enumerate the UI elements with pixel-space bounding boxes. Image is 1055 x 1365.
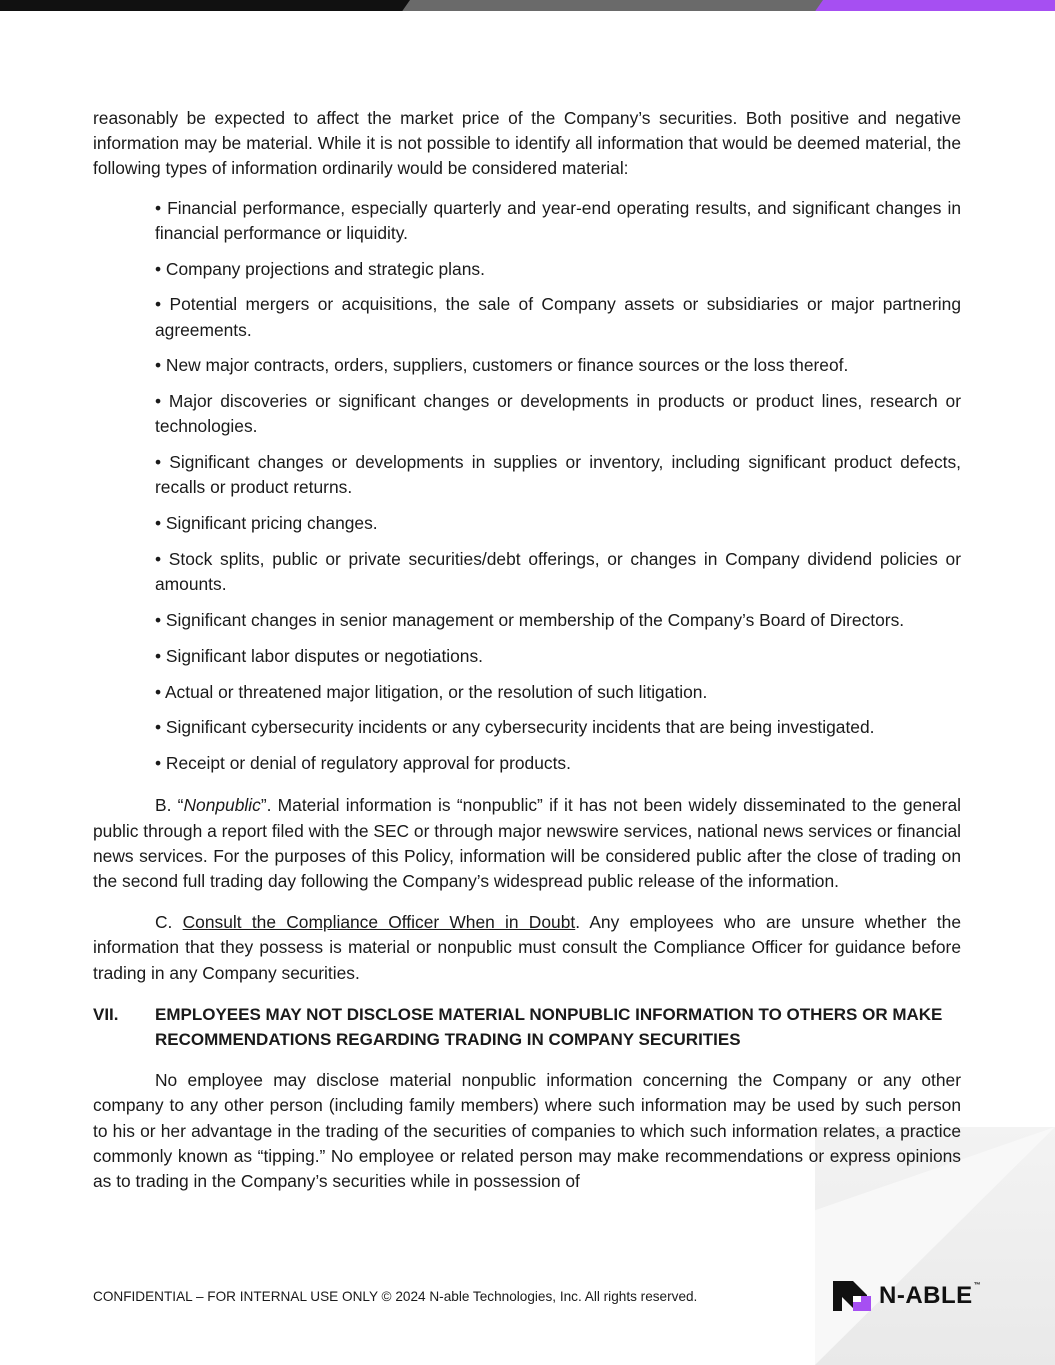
intro-paragraph: reasonably be expected to affect the market price of the Company’s securities. Both positive and negative information may be material. While it is not possible to identify all information that would be deemed material, the following types of information ordinarily would be considered material: (93, 108, 961, 179)
material-info-list (155, 196, 961, 777)
header-bar-stripe (402, 0, 830, 11)
list-item: • Significant cybersecurity incidents or any cybersecurity incidents that are being investigated. (155, 717, 875, 738)
section-b-paragraph (93, 793, 961, 894)
list-item: • Potential mergers or acquisitions, the sale of Company assets or subsidiaries or major partnering agreements. (155, 294, 961, 340)
document-body (93, 106, 961, 1194)
section-vii-heading (93, 1002, 961, 1052)
header-bar-accent (815, 0, 1055, 11)
list-item: • Stock splits, public or private securities/debt offerings, or changes in Company dividend policies or amounts. (155, 549, 961, 595)
n-able-logo (833, 1281, 981, 1311)
logo-wordmark: N-ABLE (879, 1282, 973, 1309)
section-c-text: . Any employees who are unsure whether the information that they possess is material or nonpublic must consult the Compliance Officer for guidance before trading in any Company securities. (93, 912, 961, 983)
logo-trademark: ™ (973, 1282, 982, 1289)
section-vii-body: No employee may disclose material nonpublic information concerning the Company or any other company to any other person (including family members) where such information may be used by such person to his or her advantage in the trading of the securities of companies to which such information relates, a practice commonly known as “tipping.” No employee or related person may make recommendations or express opinions as to trading in the Company’s securities while in possession of (93, 1070, 961, 1192)
header-bar (0, 0, 1055, 11)
list-item: • Significant changes or developments in supplies or inventory, including significant product defects, recalls or product returns. (155, 452, 961, 498)
list-item: • Significant pricing changes. (155, 513, 378, 534)
list-item: • Receipt or denial of regulatory approval for products. (155, 753, 571, 774)
section-c-prefix: C. (155, 912, 183, 933)
list-item: • Significant labor disputes or negotiations. (155, 645, 484, 666)
list-item: • New major contracts, orders, suppliers, customers or finance sources or the loss thereof. (155, 355, 849, 376)
list-item: • Company projections and strategic plans. (155, 258, 485, 279)
section-b-term: Nonpublic (183, 795, 261, 816)
footer-confidential-notice: CONFIDENTIAL – FOR INTERNAL USE ONLY © 2024 N-able Technologies, Inc. All rights reserved. (93, 1289, 698, 1304)
n-able-logo-text (879, 1282, 981, 1310)
section-vii-number: VII. (93, 1004, 119, 1024)
list-item: • Major discoveries or significant changes or developments in products or product lines, research or technologies. (155, 391, 961, 437)
list-item: • Significant changes in senior management or membership of the Company’s Board of Directors. (155, 610, 905, 630)
section-b-text: ”. Material information is “nonpublic” if it has not been widely disseminated to the general public through a report filed with the SEC or through major newswire services, national news services or financial news services. For the purposes of this Policy, information will be considered public after the close of trading on the second full trading day following the Company’s widespread public release of the information. (93, 795, 962, 891)
section-b-prefix: B. “ (155, 795, 184, 816)
list-item: • Financial performance, especially quarterly and year-end operating results, and significant changes in financial performance or liquidity. (155, 197, 961, 243)
section-c-title: Consult the Compliance Officer When in Doubt (182, 912, 576, 933)
section-c-paragraph (93, 910, 961, 986)
list-item: • Actual or threatened major litigation, or the resolution of such litigation. (155, 681, 708, 702)
n-able-logo-icon (833, 1281, 871, 1311)
section-vii-title: EMPLOYEES MAY NOT DISCLOSE MATERIAL NONPUBLIC INFORMATION TO OTHERS OR MAKE RECOMMENDATIONS REGARDING TRADING IN COMPANY SECURITIES (155, 1004, 943, 1050)
